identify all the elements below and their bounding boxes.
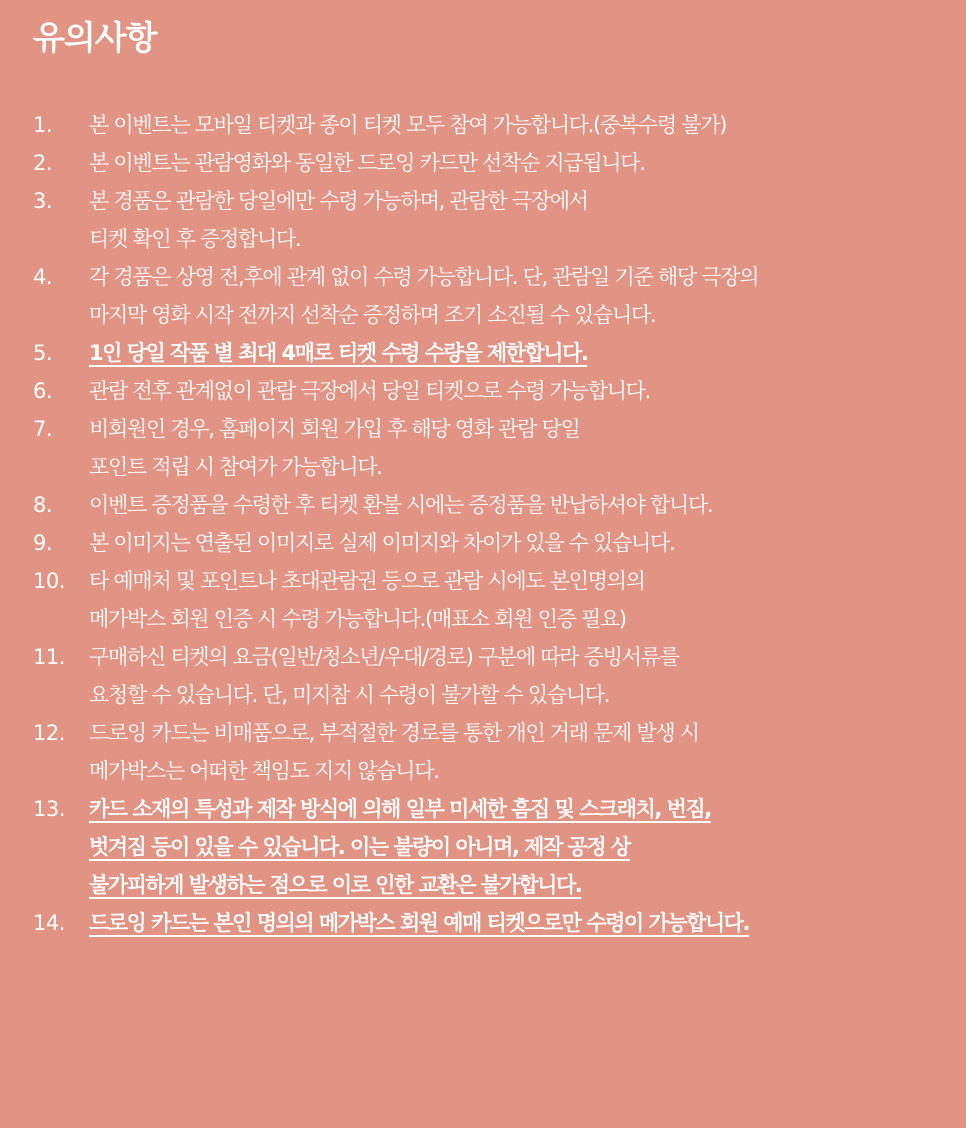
notice-item	[33, 638, 942, 714]
notice-item-text	[89, 524, 942, 562]
notice-item-number: 1.	[33, 113, 53, 137]
notice-item-line: 각 경품은 상영 전,후에 관계 없이 수령 가능합니다. 단, 관람일 기준 해당 극장의	[89, 265, 759, 289]
emphasized-text: 드로잉 카드는 본인 명의의 메가박스 회원 예매 티켓으로만 수령이 가능합니다.	[89, 911, 749, 935]
notice-item-text	[89, 562, 942, 638]
notice-item-number: 12.	[33, 721, 65, 745]
notice-item-line: 비회원인 경우, 홈페이지 회원 가입 후 해당 영화 관람 당일	[89, 417, 580, 441]
emphasized-text: 벗겨짐 등이 있을 수 있습니다. 이는 불량이 아니며, 제작 공정 상	[89, 835, 630, 859]
notice-list	[33, 106, 942, 942]
notice-item-line: 메가박스 회원 인증 시 수령 가능합니다.(매표소 회원 인증 필요)	[89, 607, 626, 631]
notice-item-number: 14.	[33, 911, 65, 935]
notice-item-text	[89, 106, 942, 144]
notice-item-text	[89, 486, 942, 524]
notice-item-number: 10.	[33, 569, 65, 593]
notice-item-number: 13.	[33, 797, 65, 821]
notice-item	[33, 106, 942, 144]
notice-item-line: 드로잉 카드는 비매품으로, 부적절한 경로를 통한 개인 거래 문제 발생 시	[89, 721, 699, 745]
notice-item-text	[89, 182, 942, 258]
notice-item-text	[89, 410, 942, 486]
notice-item-line: 요청할 수 있습니다. 단, 미지참 시 수령이 불가할 수 있습니다.	[89, 683, 610, 707]
notice-item	[33, 790, 942, 904]
notice-item-line	[89, 334, 942, 372]
notice-item	[33, 714, 942, 790]
notice-item-number: 7.	[33, 417, 53, 441]
notice-item-number: 5.	[33, 341, 53, 365]
notice-item-line	[89, 790, 942, 828]
emphasized-text: 불가피하게 발생하는 점으로 이로 인한 교환은 불가합니다.	[89, 873, 582, 897]
notice-item	[33, 182, 942, 258]
notice-item	[33, 562, 942, 638]
notice-item-line: 마지막 영화 시작 전까지 선착순 증정하며 조기 소진될 수 있습니다.	[89, 303, 656, 327]
notice-item	[33, 524, 942, 562]
notice-item-line: 메가박스는 어떠한 책임도 지지 않습니다.	[89, 759, 439, 783]
notice-item-line: 본 경품은 관람한 당일에만 수령 가능하며, 관람한 극장에서	[89, 189, 588, 213]
notice-item-text	[89, 904, 942, 942]
notice-item-text	[89, 714, 942, 790]
notice-item-number: 6.	[33, 379, 53, 403]
notice-item	[33, 372, 942, 410]
notice-item-line: 타 예매처 및 포인트나 초대관람권 등으로 관람 시에도 본인명의의	[89, 569, 645, 593]
notice-item-text	[89, 334, 942, 372]
notice-item-text	[89, 638, 942, 714]
notice-item-number: 4.	[33, 265, 53, 289]
notice-item	[33, 904, 942, 942]
notice-item-line: 구매하신 티켓의 요금(일반/청소년/우대/경로) 구분에 따라 증빙서류를	[89, 645, 679, 669]
notice-item-number: 11.	[33, 645, 65, 669]
emphasized-text: 1인 당일 작품 별 최대 4매로 티켓 수령 수량을 제한합니다.	[89, 341, 588, 365]
notice-item-line: 이벤트 증정품을 수령한 후 티켓 환불 시에는 증정품을 반납하셔야 합니다.	[89, 493, 713, 517]
notice-item	[33, 258, 942, 334]
page-title: 유의사항	[33, 18, 157, 57]
notice-item-number: 3.	[33, 189, 53, 213]
notice-item-line: 본 이벤트는 관람영화와 동일한 드로잉 카드만 선착순 지급됩니다.	[89, 151, 645, 175]
notice-item-line: 티켓 확인 후 증정합니다.	[89, 227, 301, 251]
notice-item-line: 본 이벤트는 모바일 티켓과 종이 티켓 모두 참여 가능합니다.(중복수령 불가)	[89, 113, 727, 137]
notice-item-number: 8.	[33, 493, 53, 517]
notice-item-line	[89, 866, 942, 904]
notice-item-text	[89, 790, 942, 904]
emphasized-text: 카드 소재의 특성과 제작 방식에 의해 일부 미세한 흠집 및 스크래치, 번짐,	[89, 797, 711, 821]
notice-item	[33, 410, 942, 486]
notice-item-number: 9.	[33, 531, 53, 555]
notice-item	[33, 334, 942, 372]
notice-item-text	[89, 258, 942, 334]
notice-item-line: 포인트 적립 시 참여가 가능합니다.	[89, 455, 382, 479]
notice-item-line: 본 이미지는 연출된 이미지로 실제 이미지와 차이가 있을 수 있습니다.	[89, 531, 675, 555]
notice-item-text	[89, 372, 942, 410]
notice-item-line	[89, 904, 942, 942]
notice-item	[33, 486, 942, 524]
notice-item-text	[89, 144, 942, 182]
notice-item	[33, 144, 942, 182]
notice-item-line: 관람 전후 관계없이 관람 극장에서 당일 티켓으로 수령 가능합니다.	[89, 379, 650, 403]
notice-item-number: 2.	[33, 151, 53, 175]
notice-item-line	[89, 828, 942, 866]
